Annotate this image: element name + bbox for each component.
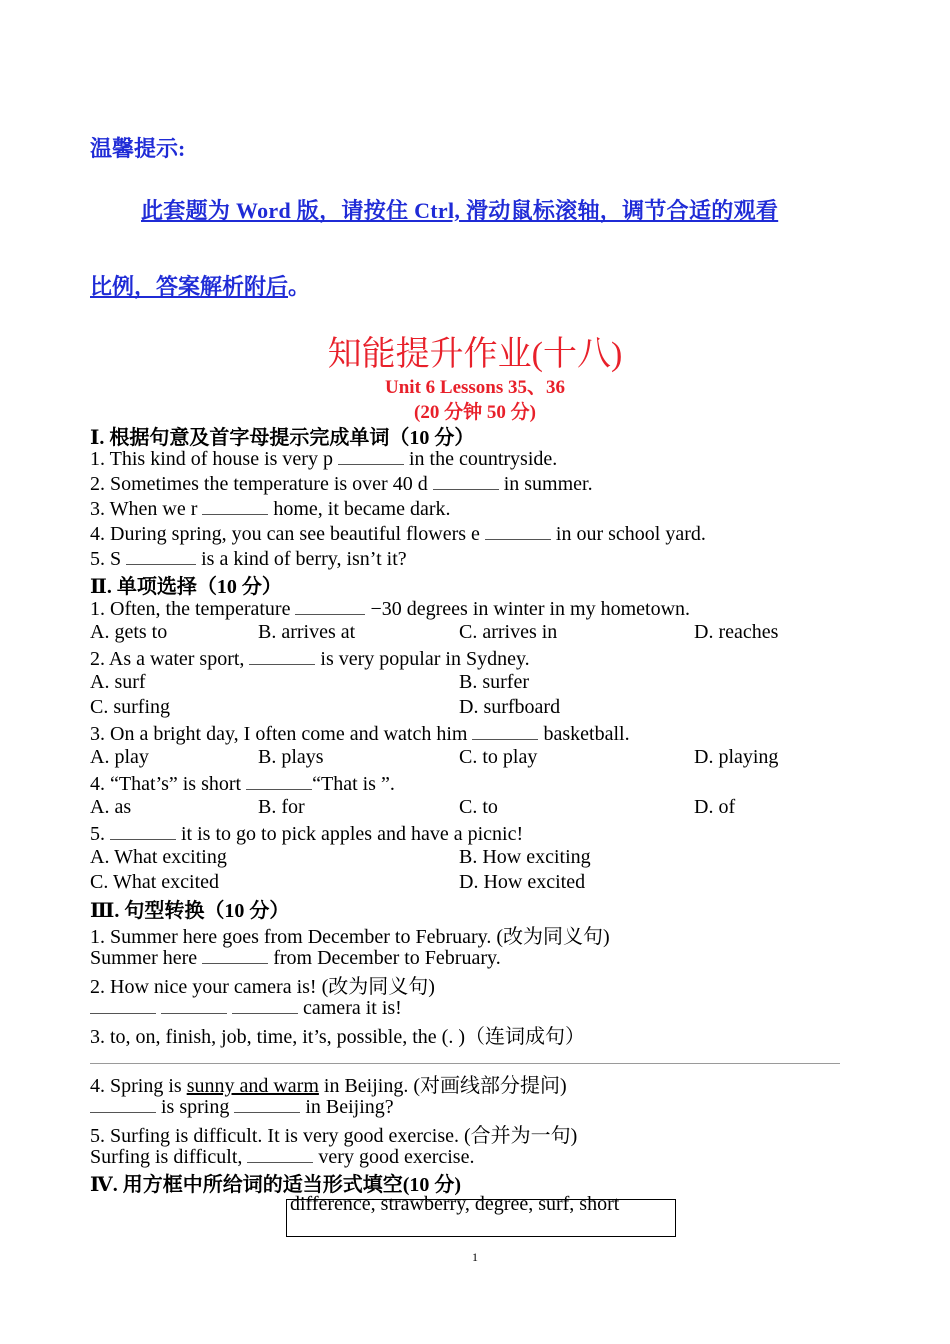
s3-question-3: 3. to, on, finish, job, time, it’s, possible, the (. )（连词成句） [90, 1026, 585, 1048]
option-b[interactable]: B. for [258, 796, 305, 818]
option-c[interactable]: C. What excited [90, 871, 220, 893]
answer-blank[interactable] [472, 721, 538, 740]
s2-q5-text-b: it is to go to pick apples and have a picnic! [181, 823, 524, 845]
s2-question-1 [90, 596, 690, 621]
option-a[interactable]: A. as [90, 796, 132, 818]
option-c[interactable]: C. surfing [90, 696, 170, 718]
s2-q2-text-a: 2. As a water sport, [90, 648, 245, 670]
option-d[interactable]: D. How excited [459, 871, 586, 893]
page-title: 知能提升作业(十八) [327, 336, 623, 373]
answer-blank[interactable] [202, 496, 268, 515]
s3-answer-5 [90, 1144, 474, 1169]
s3-a2-text-b: camera it is! [303, 997, 402, 1019]
s2-q4-text-b: “That is ”. [312, 773, 395, 795]
answer-blank[interactable] [295, 596, 365, 615]
answer-line[interactable] [90, 1063, 840, 1064]
answer-blank[interactable] [485, 521, 551, 540]
s2-question-3 [90, 721, 630, 746]
option-b[interactable]: B. surfer [459, 671, 529, 693]
answer-blank[interactable] [232, 995, 298, 1014]
s1-question-1 [90, 446, 557, 471]
s1-q2-text-a: 2. Sometimes the temperature is over 40 d [90, 473, 428, 495]
s3-a1-text-b: from December to February. [273, 947, 501, 969]
option-b[interactable]: B. plays [258, 746, 324, 768]
option-a[interactable]: A. What exciting [90, 846, 227, 868]
option-b[interactable]: B. How exciting [459, 846, 591, 868]
s1-q5-text-a: 5. S [90, 548, 122, 570]
section-4-heading: Ⅳ. 用方框中所给词的适当形式填空(10 分) [90, 1174, 462, 1196]
option-a[interactable]: A. play [90, 746, 149, 768]
tip-heading: 温馨提示: [90, 136, 186, 161]
option-b[interactable]: B. arrives at [258, 621, 356, 643]
answer-blank[interactable] [247, 1144, 313, 1163]
section-3-heading: Ⅲ. 句型转换（10 分） [90, 900, 290, 922]
answer-blank[interactable] [234, 1094, 300, 1113]
s2-q1-text-a: 1. Often, the temperature [90, 598, 291, 620]
answer-blank[interactable] [110, 821, 176, 840]
s3-question-5: 5. Surfing is difficult. It is very good exercise. (合并为一句) [90, 1125, 578, 1147]
s1-q5-text-b: is a kind of berry, isn’t it? [201, 548, 407, 570]
s2-q2-text-b: is very popular in Sydney. [320, 648, 530, 670]
s2-q1-text-b: −30 degrees in winter in my hometown. [370, 598, 691, 620]
s1-q3-text-b: home, it became dark. [273, 498, 451, 520]
s2-q5-text-a: 5. [90, 823, 105, 845]
s2-q3-text-a: 3. On a bright day, I often come and watch him [90, 723, 468, 745]
s3-a5-text-b: very good exercise. [318, 1146, 475, 1168]
s1-question-5 [90, 546, 407, 571]
answer-blank[interactable] [246, 771, 312, 790]
s3-q4-text-a: 4. Spring is [90, 1075, 187, 1097]
s2-question-5 [90, 821, 523, 846]
s3-answer-4 [90, 1094, 394, 1119]
option-c[interactable]: C. to play [459, 746, 538, 768]
answer-blank[interactable] [90, 1094, 156, 1113]
s3-a1-text-a: Summer here [90, 947, 198, 969]
time-score: (20 分钟 50 分) [414, 402, 536, 423]
option-d[interactable]: D. playing [694, 746, 779, 768]
s1-q4-text-b: in our school yard. [555, 523, 706, 545]
option-d[interactable]: D. reaches [694, 621, 779, 643]
option-d[interactable]: D. of [694, 796, 736, 818]
word-box-words: difference, strawberry, degree, surf, short [290, 1193, 620, 1215]
s1-question-4 [90, 521, 706, 546]
unit-subtitle: Unit 6 Lessons 35、36 [385, 377, 565, 398]
s3-a4-text-a: is spring [161, 1096, 230, 1118]
option-a[interactable]: A. surf [90, 671, 146, 693]
answer-blank[interactable] [433, 471, 499, 490]
tip-line-2 [90, 270, 310, 301]
s3-q4-underlined: sunny and warm [186, 1075, 319, 1097]
answer-blank[interactable] [249, 646, 315, 665]
s2-question-4 [90, 771, 395, 796]
s3-q4-text-b: in Beijing. (对画线部分提问) [318, 1075, 567, 1097]
s1-question-3 [90, 496, 451, 521]
s2-question-2 [90, 646, 530, 671]
section-2-heading: Ⅱ. 单项选择（10 分） [90, 576, 282, 598]
page-number: 1 [472, 1250, 478, 1264]
s3-question-1: 1. Summer here goes from December to February. (改为同义句) [90, 926, 610, 948]
s1-q1-text-b: in the countryside. [408, 448, 558, 470]
s1-q2-text-b: in summer. [503, 473, 593, 495]
s3-a5-text-a: Surfing is difficult, [90, 1146, 243, 1168]
answer-blank[interactable] [90, 995, 156, 1014]
s1-q3-text-a: 3. When we r [90, 498, 198, 520]
option-d[interactable]: D. surfboard [459, 696, 561, 718]
answer-blank[interactable] [161, 995, 227, 1014]
answer-blank[interactable] [338, 446, 404, 465]
s2-q3-text-b: basketball. [543, 723, 630, 745]
tip-line-1: 此套题为 Word 版，请按住 Ctrl, 滑动鼠标滚轴，调节合适的观看 [141, 198, 779, 223]
option-a[interactable]: A. gets to [90, 621, 168, 643]
s3-answer-1 [90, 945, 501, 970]
tip-line-2-end: 。 [288, 274, 311, 299]
option-c[interactable]: C. arrives in [459, 621, 558, 643]
answer-blank[interactable] [126, 546, 196, 565]
s2-q4-text-a: 4. “That’s” is short [90, 773, 242, 795]
s1-q4-text-a: 4. During spring, you can see beautiful flowers e [90, 523, 480, 545]
s3-a4-text-b: in Beijing? [305, 1096, 394, 1118]
s1-q1-text-a: 1. This kind of house is very p [90, 448, 333, 470]
tip-line-2-text: 比例，答案解析附后 [90, 274, 289, 299]
s1-question-2 [90, 471, 593, 496]
s3-answer-2 [90, 995, 402, 1020]
answer-blank[interactable] [202, 945, 268, 964]
section-1-heading: Ⅰ. 根据句意及首字母提示完成单词（10 分） [90, 427, 475, 449]
s3-question-2: 2. How nice your camera is! (改为同义句) [90, 976, 435, 998]
option-c[interactable]: C. to [459, 796, 498, 818]
